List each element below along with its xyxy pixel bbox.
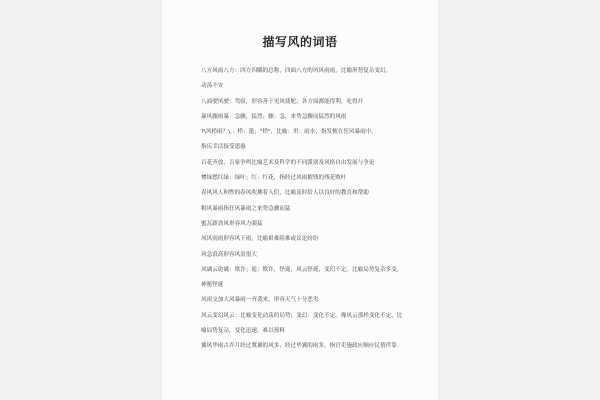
text-line: 翼风华雨古乔月经过冀翼的风多，经过毕翼的雨多，指官吏施政应顺应民情伴靠 (201, 343, 397, 350)
text-line: 春风风人和煦的春风吹拂着人们，比喻及时给人以良好的教育和帮助 (201, 190, 369, 197)
text-body (201, 64, 433, 355)
page-title: 描写风的词语 (262, 35, 338, 49)
text-line: 暴风骤雨暴：急骤，猛烈；骤：急，来势急骤而猛烈的风雨 (201, 113, 347, 120)
text-line: 风云变幻风云：比喻变化动荡的局势；变幻：变化不定。像风云那样变化不定，比 (201, 312, 403, 319)
document-page (162, 0, 438, 400)
text-line: 惨绿愁红绿：绿叶；红：红花，指经过风雨摧残的残花败叶 (201, 175, 347, 182)
text-line: 八方风雨八方：四方四隅的总称，四面八方的风风雨雨，比喻形势复杂变幻。 (201, 68, 392, 74)
text-line: 风风雨雨形容风下雨，比喻艰难阻难或议论纷纷 (201, 236, 319, 243)
text-line: 指庆幸活接受恩惠 (201, 144, 246, 151)
text-line: 神秘怪诞 (201, 282, 224, 289)
text-line: 风急浪高形容风浪很大 (201, 251, 257, 258)
text-line: 蜜瓦跟劲风形容风力强猛 (201, 220, 263, 227)
text-line: ?\风栉雨？\,：栉：篦；"栉"，比喻：用：雨水，指发梳在狂风暴雨中。 (201, 129, 377, 136)
text-line: 风谲云诡谲：欺诈；诡：欺诈，怪诞，风云怪诞，变幻不定。比喻局势复杂多变， (201, 266, 403, 273)
text-line: 动荡不安 (201, 83, 224, 90)
text-line: 风雨交加大风暴雨一齐袭来，形容天气十分恶劣 (201, 297, 319, 304)
text-line: 八面驶风驶：驾驭，形容善于见风使舵，各方面都能得利，吃得开 (201, 98, 364, 105)
text-line: 粗风暴雨指狂风暴雨之来势急骤而猛 (201, 205, 291, 212)
text-line: 喻局势复杂，变化迅速，难以预料 (201, 328, 285, 335)
text-line: 百花齐放，百家争鸣比喻艺术及科学的不同派别及风格自由发展与争论 (201, 159, 375, 166)
